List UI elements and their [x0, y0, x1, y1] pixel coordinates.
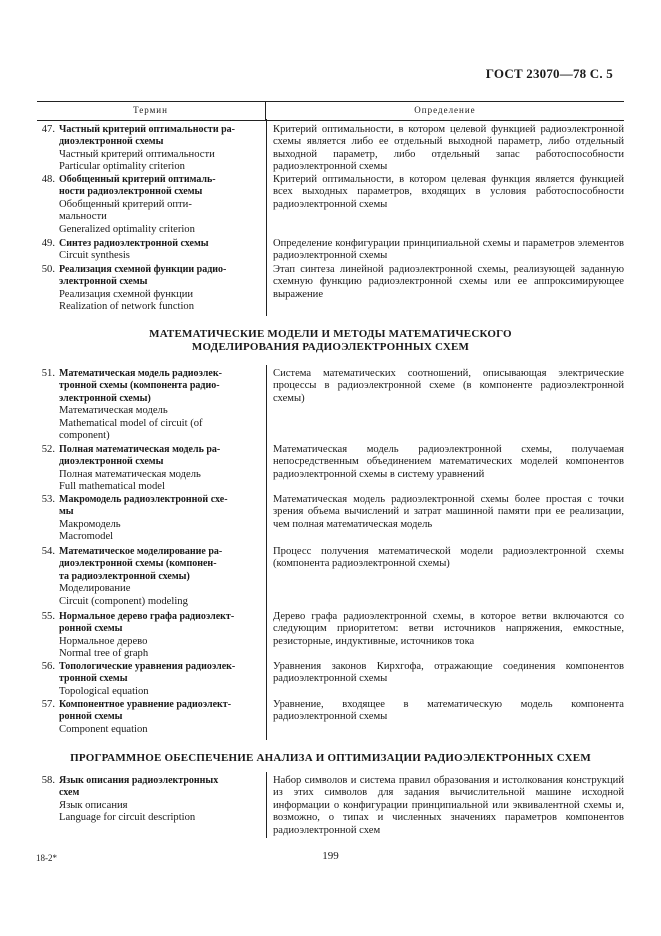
page-header: ГОСТ 23070—78 С. 5: [485, 66, 613, 81]
page-number: 199: [322, 850, 339, 862]
definition-text: Критерий оптимальности, в котором целевой функцией радиоэлектронной схемы является либо ее отдельный выходной параметр, либо отдельный выходной параметр, либо отдельный запас работоспособности радиоэлектронной схемы: [273, 124, 624, 173]
definition-text: Процесс получения математической модели радиоэлектронной схемы (компонента радиоэлектронной схемы): [273, 546, 624, 570]
column-divider: [266, 365, 267, 740]
column-divider: [266, 119, 267, 316]
definition-text: Уравнения законов Кирхгофа, отражающие соединения компонентов радиоэлектронной схемы: [273, 661, 624, 685]
table-header: [37, 101, 624, 121]
definition-column-header: Определение: [414, 105, 476, 115]
definition-text: Этап синтеза линейной радиоэлектронной схемы, реализующей заданную схемную функцию радиоэлектронной схемы или ее аппроксимирующее выражение: [273, 264, 624, 300]
definition-text: Набор символов и система правил образования и истолкования конструкций из этих символов для задания вычислительной машине исходной информации о конфигурации принципиальной или эквивалентной схемы и, возможно, о типах и численных значениях параметров компонентов радиоэлектронной схем: [273, 775, 624, 836]
column-divider: [266, 772, 267, 838]
definition-text: Уравнение, входящее в математическую модель компонента радиоэлектронной схемы: [273, 699, 624, 723]
sheet-mark: 18-2*: [36, 853, 57, 863]
section-title: МАТЕМАТИЧЕСКИЕ МОДЕЛИ И МЕТОДЫ МАТЕМАТИЧЕСКОГО МОДЕЛИРОВАНИЯ РАДИОЭЛЕКТРОННЫХ СХЕМ: [149, 328, 512, 353]
definition-text: Математическая модель радиоэлектронной схемы более простая с точки зрения объема вычислений и затрат машинной памяти при ее реализации, чем полная математическая модель: [273, 494, 624, 530]
definition-text: Определение конфигурации принципиальной схемы и параметров элементов радиоэлектронной схемы: [273, 238, 624, 262]
section-title: ПРОГРАММНОЕ ОБЕСПЕЧЕНИЕ АНАЛИЗА И ОПТИМИЗАЦИИ РАДИОЭЛЕКТРОННЫХ СХЕМ: [70, 752, 591, 764]
term-column-header: Термин: [133, 105, 168, 115]
definition-text: Система математических соотношений, описывающая электрические процессы в радиоэлектронной схеме (в компоненте радиоэлектронной схемы): [273, 368, 624, 404]
definition-text: Математическая модель радиоэлектронной схемы, получаемая непосредственным объединением математических моделей компонентов радиоэлектронной схемы в систему уравнений: [273, 444, 624, 480]
definition-text: Дерево графа радиоэлектронной схемы, в которое ветви включаются со следующим приоритетом: ветви источников напряжения, емкостные, резисторные, индуктивные, источников тока: [273, 611, 624, 647]
definition-text: Критерий оптимальности, в котором целевая функция является функцией всех выходных параметров, входящих в условия работоспособности радиоэлектронной схемы: [273, 174, 624, 210]
